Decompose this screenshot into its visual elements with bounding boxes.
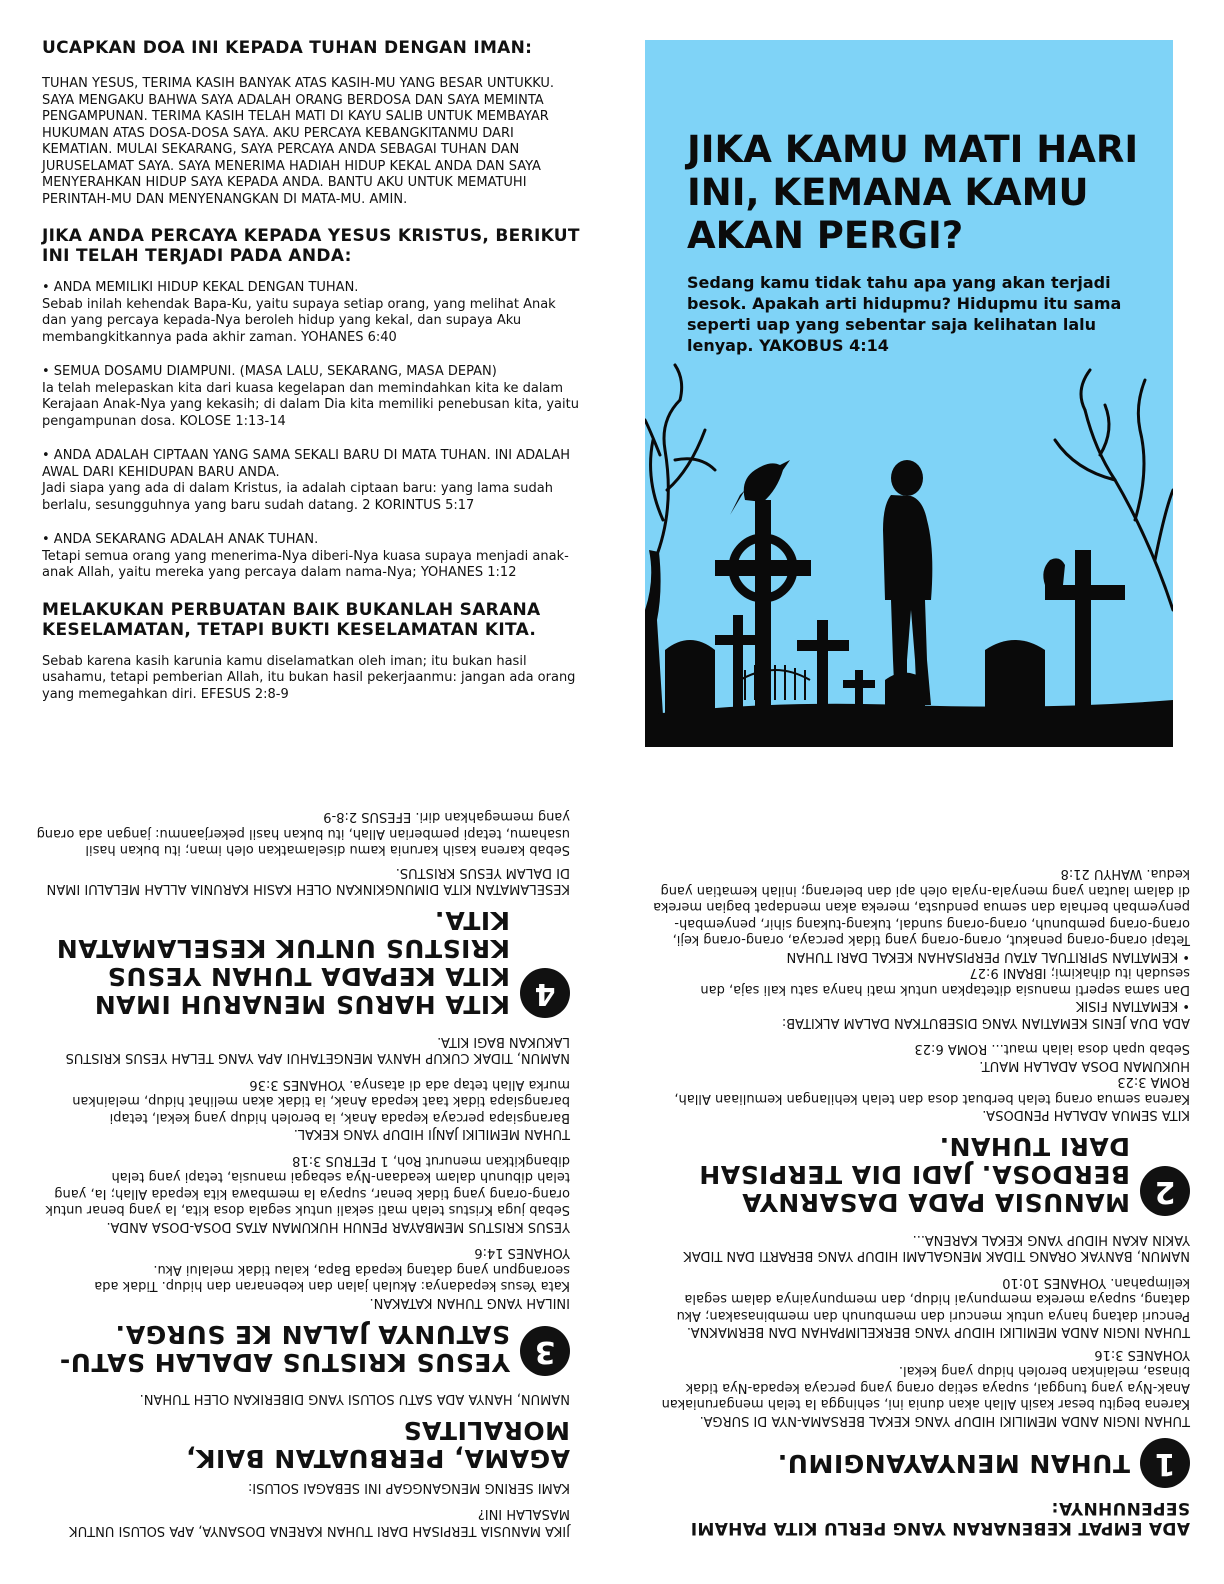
step-caps: TUHAN MEMILIKI JANJI HIDUP YANG KEKAL. [293,1126,570,1142]
step-2 [645,1133,1190,1217]
prayer-text: TUHAN YESUS, TERIMA KASIH BANYAK ATAS KASIH-MU YANG BESAR UNTUKKU. SAYA MENGAKU BAHWA SAYA ADALAH ORANG BERDOSA DAN SAYA MEMINTA PENGAMPUNAN. TERIMA KASIH TELAH MATI DI KAYU SALIB UNTUK MEMBAYAR HUKUMAN ATAS DOSA-DOSA SAYA. AKU PERCAYA KEBANGKITANMU DARI KEMATIAN. MULAI SEKARANG, SAYA PERCAYA ANDA SEBAGAI TUHAN DAN JURUSELAMAT SAYA. SAYA MENERIMA HADIAH HIDUP KEKAL ANDA DAN SAYA MENYERAHKAN HIDUP SAYA KEPADA ANDA. BANTU AKU UNTUK MEMATUHI PERINTAH-MU DAN MENYENANGKAN DI MATA-MU. AMIN. [42,76,555,207]
step-caps: TUHAN INGIN ANDA MEMILIKI HIDUP YANG BERKELIMPAHAN DAN BERMAKNA. [686,1324,1190,1340]
works-text: Sebab karena kasih karunia kamu diselamatkan oleh iman; itu bukan hasil usahamu, tetapi pemberian Allah, itu bukan hasil pekerjaanmu: jangan ada orang yang memegahkan diri. [42,653,576,702]
tombstone [985,640,1045,715]
step-caps: • KEMATIAN SPIRITUAL ATAU PERPISAHAN KEKAL DARI TUHAN [786,949,1190,964]
step-text: Sebab juga Kristus telah mati sekali untuk segala dosa kita, Ia yang benar untuk orang-orang yang tidak benar, supaya Ia membawa kita kepada Allah; Ia, yang telah dibunuh dalam keadaan-Nya sebagai manusia, tetapi yang telah dibangkitkan menurut Roh, [45,1153,570,1218]
celtic-cross [715,500,811,710]
point-ref: KOLOSE 1:13-14 [179,413,286,429]
step-text: Dan sama seperti manusia ditetapkan untuk mati hanya satu kali saja, dan sesudah itu dihakimi; [700,965,1190,997]
point-title: • ANDA SEKARANG ADALAH ANAK TUHAN. [42,532,319,547]
step-ref: IBRANI 9:27 [969,965,1047,981]
step-ref: ROMA 6:23 [914,1041,988,1057]
step-ref: ROMA 3:23 [1117,1074,1190,1090]
step-title: YESUS KRISTUS ADALAH SATU-SATUNYA JALAN KE SURGA. [59,1320,510,1377]
crow-icon [1043,558,1065,585]
graveyard-illustration [645,360,1173,747]
solution-answer: NAMUN, HANYA ADA SATU SOLUSI YANG DIBERIKAN OLEH TUHAN. [139,1391,570,1407]
step-caps: • KEMATIAN FISIK [1075,998,1190,1014]
step-text: Kata Yesus kepadanya: Akulah jalan dan kebenaran dan hidup. Tidak ada seorangpun yang datang kepada Bapa, kalau tidak melalui Aku. [94,1262,570,1294]
step-ref: YOHANES 3:36 [249,1077,346,1092]
step-title: KITA HARUS MENARUH IMAN KITA KEPADA TUHAN YESUS KRISTUS UNTUK KESELAMATAN KITA. [56,906,510,1020]
step-caps: TUHAN INGIN ANDA MEMILIKI HIDUP YANG KEKAL BERSAMA-NYA DI SURGA. [699,1413,1190,1428]
prayer-panel [42,38,582,703]
truths-intro: ADA EMPAT KEBENARAN YANG PERLU KITA PAHAMI SEPENUHNYA: [690,1498,1190,1538]
step-text: Karena begitu besar kasih Allah akan dunia ini, sehingga Ia telah mengaruniakan Anak-Nya yang tunggal, supaya setiap orang yang percaya kepada-Nya tidak binasa, melainkan beroleh hidup yang kekal. [661,1363,1190,1412]
step-text: Sebab karena kasih karunia kamu diselamatkan oleh iman; itu bukan hasil usahamu, tetapi pemberian Allah, itu bukan hasil pekerjaanmu: jangan ada orang yang memegahkan diri. [36,809,570,858]
cover-panel [645,40,1173,747]
works-ref: EFESUS 2:8-9 [200,686,289,702]
step-ref: 1 PETRUS 3:18 [292,1153,389,1168]
step-caps: KESELAMATAN KITA DIMUNGKINKAN OLEH KASIH KARUNIA ALLAH MELALUI IMAN DI DALAM YESUS KRISTUS. [46,865,570,897]
step-ref: EFESUS 2:8-9 [323,809,412,825]
step-text: Pencuri datang hanya untuk mencuri dan membunuh dan membinasakan; Aku datang, supaya mereka mempunyai hidup, dan mempunyainya dalam segala kelimpahan. [676,1275,1190,1323]
cover-intro: Sedang kamu tidak tahu apa yang akan terjadi besok. Apakah arti hidupmu? Hidupmu itu sama seperti uap yang sebentar saja kelihatan lalu lenyap. YAKOBUS 4:14 [687,273,1122,355]
step-3 [30,1320,570,1376]
step-caps: KITA SEMUA ADALAH PENDOSA. [982,1107,1190,1123]
step-caps: NAMUN, BANYAK ORANG TIDAK MENGALAMI HIDUP YANG BERARTI DAN TIDAK YAKIN AKAN HIDUP YANG KEKAL KARENA... [683,1232,1190,1264]
step-number: 3 [520,1326,570,1376]
works-heading: MELAKUKAN PERBUATAN BAIK BUKANLAH SARANA KESELAMATAN, TETAPI BUKTI KESELAMATAN KITA. [42,599,541,640]
solution-intro: KAMI SERING MENGANGGAP INI SEBAGAI SOLUSI: [247,1480,570,1495]
believe-point [42,448,582,514]
tombstone [885,673,925,716]
solution-question: JIKA MANUSIA TERPISAH DARI TUHAN KARENA DOSANYA, APA SOLUSI UNTUK MASALAH INI? [69,1506,570,1538]
step-text: Tetapi orang-orang penakut, orang-orang yang tidak percaya, orang-orang keji, orang-orang pembunuh, orang-orang sundal, tukang-tukang sihir, penyembah-penyembah berhala dan semua pendusta, mereka akan mendapat bagian mereka di dalam lautan yang menyala-nyala oleh api dan belerang; inilah kematian yang kedua. [653,866,1190,948]
step-text: Karena semua orang telah berbuat dosa dan telah kehilangan kemuliaan Allah, [674,1091,1190,1106]
step-caps: HUKUMAN DOSA ADALAH MAUT. [979,1058,1190,1073]
point-ref: YOHANES 1:12 [420,565,517,580]
point-text: Jadi siapa yang ada di dalam Kristus, ia adalah ciptaan baru: yang lama sudah berlalu, sesungguhnya yang baru sudah datang. [42,481,553,513]
step-ref: WAHYU 21:8 [1060,866,1143,882]
point-ref: 2 KORINTUS 5:17 [362,497,475,513]
step-title: MANUSIA PADA DASARNYA BERDOSA. JADI DIA TERPISAH DARI TUHAN. [698,1132,1130,1218]
prayer-heading: UCAPKAN DOA INI KEPADA TUHAN DENGAN IMAN: [42,38,533,58]
step-ref: YOHANES 10:10 [1002,1275,1107,1290]
step-ref: YOHANES 3:16 [1094,1347,1190,1362]
step-caps: INILAH YANG TUHAN KATAKAN. [369,1295,570,1310]
believe-point [42,280,582,346]
believe-point [42,364,582,430]
point-title: • SEMUA DOSAMU DIAMPUNI. (MASA LALU, SEKARANG, MASA DEPAN) [42,364,497,379]
step-number: 1 [1140,1438,1190,1488]
step-number: 4 [520,969,570,1019]
point-title: • ANDA ADALAH CIPTAAN YANG SAMA SEKALI BARU DI MATA TUHAN. INI ADALAH AWAL DARI KEHIDUPAN BARU ANDA. [42,448,571,480]
step-caps: NAMUN, TIDAK CUKUP HANYA MENGETAHUI APA YANG TELAH YESUS KRISTUS LAKUKAN BAGI KITA. [65,1034,570,1066]
step-text: Sebab upah dosa ialah maut... [991,1041,1190,1057]
step-caps: ADA DUA JENIS KEMATIAN YANG DISEBUTKAN DALAM ALKITAB: [781,1015,1190,1030]
steps-1-2-panel [645,818,1190,1538]
point-text: Ia telah melepaskan kita dari kuasa kegelapan dan memindahkan kita ke dalam Kerajaan Anak-Nya yang kekasih; di dalam Dia kita memiliki penebusan kita, yaitu pengampunan dosa. [42,380,579,429]
solution-title: AGAMA, PERBUATAN BAIK, MORALITAS [185,1416,570,1474]
step-ref: YOHANES 14:6 [474,1245,570,1261]
point-text: Sebab inilah kehendak Bapa-Ku, yaitu supaya setiap orang, yang melihat Anak dan yang percaya kepada-Nya beroleh hidup yang kekal, dan supaya Aku membangkitkannya pada akhir zaman. [42,296,556,345]
believe-heading: JIKA ANDA PERCAYA KEPADA YESUS KRISTUS, BERIKUT INI TELAH TERJADI PADA ANDA: [42,226,580,266]
step-1 [645,1438,1190,1488]
point-ref: YOHANES 6:40 [301,329,397,345]
point-title: • ANDA MEMILIKI HIDUP KEKAL DENGAN TUHAN. [42,280,359,295]
man-silhouette [883,460,932,705]
step-number: 2 [1140,1167,1190,1217]
steps-3-4-panel [30,809,570,1538]
cover-ref: YAKOBUS 4:14 [759,336,889,355]
step-4 [30,907,570,1019]
fence [740,665,810,700]
point-text: Tetapi semua orang yang menerima-Nya diberi-Nya kuasa supaya menjadi anak-anak Allah, yaitu mereka yang percaya dalam nama-Nya; [42,548,569,580]
believe-point [42,532,582,582]
step-caps: YESUS KRISTUS MEMBAYAR PENUH HUKUMAN ATAS DOSA-DOSA ANDA. [106,1219,570,1234]
step-text: Barangsiapa percaya kepada Anak, ia beroleh hidup yang kekal, tetapi barangsiapa tidak taat kepada Anak, ia tidak akan melihat hidup, melainkan murka Allah tetap ada di atasnya. [72,1077,570,1125]
step-title: TUHAN MENYAYANGIMU. [777,1449,1130,1478]
cover-headline: JIKA KAMU MATI HARI INI, KEMANA KAMU AKAN PERGI? [687,128,1139,257]
tombstone [665,640,715,715]
